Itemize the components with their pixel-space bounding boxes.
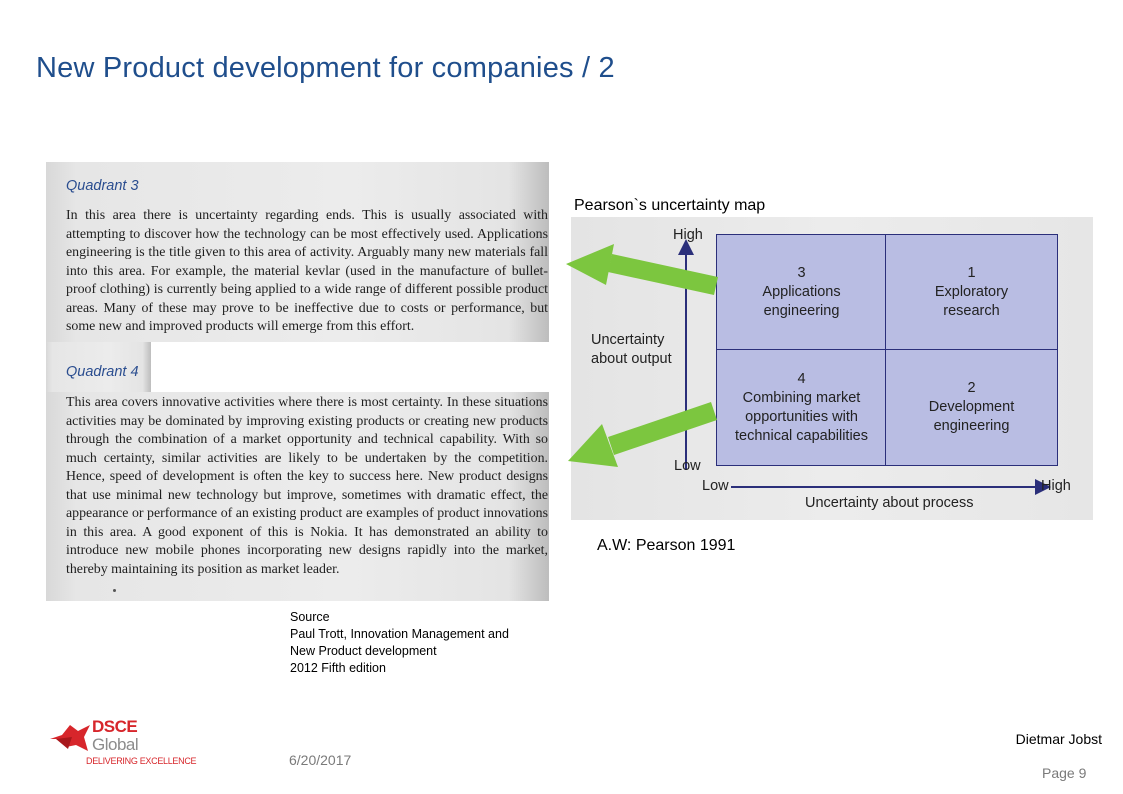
quadrant-2-box [885,349,1058,466]
scan-speck [113,589,116,592]
page-number: Page 9 [1042,765,1087,781]
quadrant-3-text: In this area there is uncertainty regarding ends. This is usually associated with attempting to discover how the technology can be most effectively used. Applications engineering is the title given to this area of activity. Arguably many new materials fall into this area. For example, the material kevlar (used in the manufacture of bullet-proof clothing) is currently being applied to a wide range of different possible product areas. Many of these may prove to be ineffective due to costs or performance, but some new and improved products will emerge from this effort. [66,208,548,334]
map-source: A.W: Pearson 1991 [597,537,736,554]
slide-title: New Product development for companies / 2 [36,52,615,84]
source-note [290,609,509,677]
source-line: Source [290,610,330,624]
logo-sub: Global [92,735,139,754]
x-axis-label: Uncertainty about process [805,495,974,511]
y-axis-low-label: Low [674,458,701,474]
quadrant-4-box [716,349,887,466]
quadrant-4-text: This area covers innovative activities where there is most certainty. In these situations activities may be dominated by improving existing products or creating new products through the combination of a market opportunity and technical capability. With so much certainty, similar activities are likely to be undertaken by the competition. Hence, speed of development is often the key to success here. New product designs that use minimal new technology but improve, sometimes with dramatic effect, the appearance or performance of an existing product are examples of product innovations in this area. A good exponent of this is Nokia. It has demonstrated an ability to introduce new mobile phones incorporating new designs rapidly into the market, thereby maintaining its position as market leader. [66,395,548,577]
quadrant-1-box [885,234,1058,351]
logo-tagline: DELIVERING EXCELLENCE [86,756,197,766]
map-caption: Pearson`s uncertainty map [574,197,766,214]
quadrant-label: Combining market opportunities with technical capabilities [735,389,868,444]
logo-name: DSCE [92,717,138,736]
quadrant-label: Development engineering [928,399,1015,434]
book-scan-quadrant-4 [46,392,549,601]
quadrant-label: Exploratory research [934,284,1009,319]
source-line: 2012 Fifth edition [290,661,386,675]
y-axis-high-label: High [673,227,703,243]
quadrant-3-box [716,234,887,351]
source-line: New Product development [290,644,437,658]
slide-author: Dietmar Jobst [1015,731,1102,747]
book-scan-quadrant-3 [46,162,549,342]
y-axis-label: Uncertainty about output [591,332,672,367]
x-axis-high-label: High [1041,478,1071,494]
slide-date: 6/20/2017 [289,752,352,768]
x-axis-low-label: Low [702,478,729,494]
quadrant-number: 2 [967,380,976,396]
book-scan-strip [46,342,151,392]
uncertainty-map [571,217,1093,520]
dsce-global-logo [48,717,198,771]
quadrant-number: 3 [797,265,806,281]
quadrant-3-heading: Quadrant 3 [66,178,139,194]
quadrant-label: Applications engineering [762,284,841,319]
quadrant-number: 1 [967,265,976,281]
source-line: Paul Trott, Innovation Management and [290,627,509,641]
quadrant-number: 4 [797,370,806,387]
quadrant-4-heading: Quadrant 4 [66,364,139,380]
